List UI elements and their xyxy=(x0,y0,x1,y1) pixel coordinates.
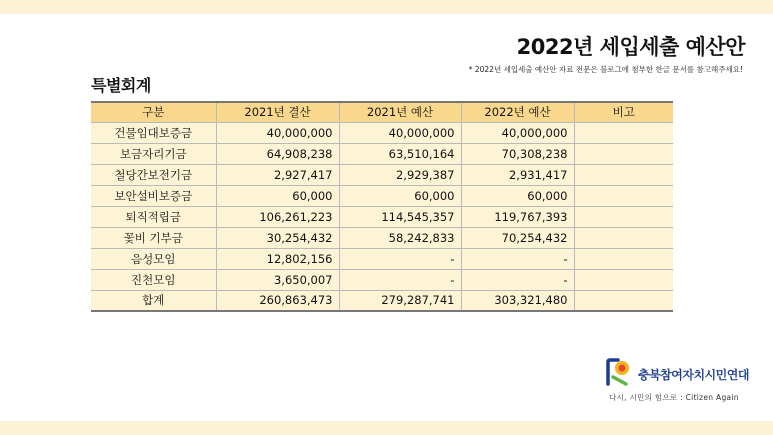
row-category: 건물임대보증금 xyxy=(91,122,216,143)
table-row xyxy=(91,143,673,164)
total-remarks xyxy=(574,290,673,311)
row-category: 음성모임 xyxy=(91,248,216,269)
row-remarks xyxy=(574,269,673,290)
page-title: 2022년 세입세출 예산안 xyxy=(516,35,745,59)
row-category: 철당간보전기금 xyxy=(91,164,216,185)
header-2022-budget: 2022년 예산 xyxy=(461,102,574,122)
row-remarks xyxy=(574,248,673,269)
row-2022-budget: 119,767,393 xyxy=(461,206,574,227)
row-category: 진천모임 xyxy=(91,269,216,290)
table-row xyxy=(91,248,673,269)
row-2021-settlement: 2,927,417 xyxy=(216,164,339,185)
row-2022-budget: 2,931,417 xyxy=(461,164,574,185)
bottom-band xyxy=(0,421,773,435)
budget-table xyxy=(91,101,673,312)
table-total-row xyxy=(91,290,673,311)
header-2021-settlement: 2021년 결산 xyxy=(216,102,339,122)
row-2022-budget: - xyxy=(461,248,574,269)
row-2021-settlement: 12,802,156 xyxy=(216,248,339,269)
row-2021-budget: - xyxy=(339,269,461,290)
row-remarks xyxy=(574,143,673,164)
table-row xyxy=(91,227,673,248)
row-remarks xyxy=(574,206,673,227)
header-remarks: 비고 xyxy=(574,102,673,122)
row-2021-settlement: 106,261,223 xyxy=(216,206,339,227)
row-2021-settlement: 64,908,238 xyxy=(216,143,339,164)
row-2021-settlement: 60,000 xyxy=(216,185,339,206)
header-2021-budget: 2021년 예산 xyxy=(339,102,461,122)
total-2022-budget: 303,321,480 xyxy=(461,290,574,311)
org-name: 충북참여자치시민연대 xyxy=(638,368,749,382)
table-row xyxy=(91,185,673,206)
row-category: 보안설비보증금 xyxy=(91,185,216,206)
row-2021-settlement: 3,650,007 xyxy=(216,269,339,290)
row-2021-budget: 40,000,000 xyxy=(339,122,461,143)
row-2021-budget: 60,000 xyxy=(339,185,461,206)
row-2021-budget: 63,510,164 xyxy=(339,143,461,164)
row-2021-settlement: 40,000,000 xyxy=(216,122,339,143)
citizen-again-logo-icon xyxy=(604,357,634,387)
org-slogan: 다시, 시민의 힘으로 : Citizen Again xyxy=(609,393,739,402)
row-2021-budget: 2,929,387 xyxy=(339,164,461,185)
row-category: 보금자리기금 xyxy=(91,143,216,164)
section-title: 특별회계 xyxy=(91,76,151,95)
row-2022-budget: 60,000 xyxy=(461,185,574,206)
top-band xyxy=(0,0,773,14)
row-remarks xyxy=(574,185,673,206)
row-2021-budget: - xyxy=(339,248,461,269)
row-2021-settlement: 30,254,432 xyxy=(216,227,339,248)
row-remarks xyxy=(574,227,673,248)
row-2022-budget: 70,308,238 xyxy=(461,143,574,164)
total-label: 합계 xyxy=(91,290,216,311)
table-row xyxy=(91,164,673,185)
footnote: * 2022년 세입세출 예산안 자료 전문은 블로그에 첨부한 한글 문서를 참고해주세요! xyxy=(468,65,743,74)
row-remarks xyxy=(574,164,673,185)
row-2022-budget: 40,000,000 xyxy=(461,122,574,143)
table-row xyxy=(91,269,673,290)
row-2022-budget: - xyxy=(461,269,574,290)
total-2021-settlement: 260,863,473 xyxy=(216,290,339,311)
table-header-row xyxy=(91,102,673,122)
row-2022-budget: 70,254,432 xyxy=(461,227,574,248)
table-row xyxy=(91,122,673,143)
total-2021-budget: 279,287,741 xyxy=(339,290,461,311)
row-remarks xyxy=(574,122,673,143)
header-category: 구분 xyxy=(91,102,216,122)
table-row xyxy=(91,206,673,227)
row-2021-budget: 58,242,833 xyxy=(339,227,461,248)
row-category: 퇴직적립금 xyxy=(91,206,216,227)
row-category: 꽃비 기부금 xyxy=(91,227,216,248)
row-2021-budget: 114,545,357 xyxy=(339,206,461,227)
